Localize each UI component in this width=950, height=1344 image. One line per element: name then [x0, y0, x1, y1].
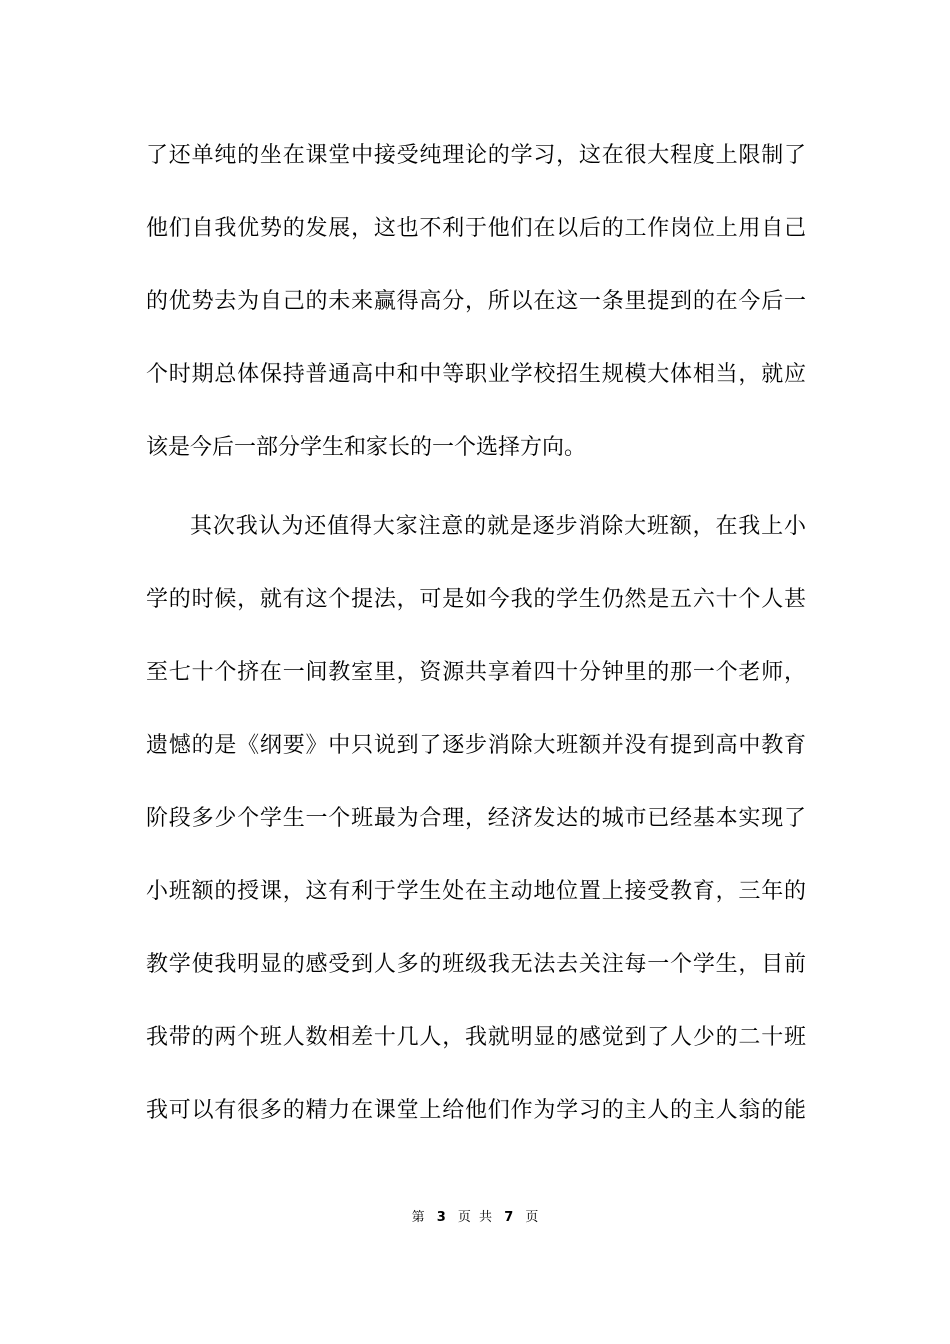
paragraph-1-line-3: 的优势去为自己的未来赢得高分，所以在这一条里提到的在今后一 [146, 289, 806, 314]
paragraph-2-line-6: 小班额的授课，这有利于学生处在主动地位置上接受教育，三年的 [146, 879, 806, 904]
total-page-count: 7 [504, 1210, 514, 1225]
paragraph-2-line-7: 教学使我明显的感受到人多的班级我无法去关注每一个学生，目前 [146, 952, 806, 977]
paragraph-2-line-3: 至七十个挤在一间教室里，资源共享着四十分钟里的那一个老师， [146, 660, 806, 685]
paragraph-2-line-9: 我可以有很多的精力在课堂上给他们作为学习的主人的主人翁的能 [146, 1098, 806, 1123]
current-page-number: 3 [436, 1210, 446, 1225]
paragraph-1-line-2: 他们自我优势的发展，这也不利于他们在以后的工作岗位上用自己 [146, 216, 806, 241]
paragraph-2-line-4: 遗憾的是《纲要》中只说到了逐步消除大班额并没有提到高中教育 [146, 733, 806, 758]
paragraph-1-line-1: 了还单纯的坐在课堂中接受纯理论的学习，这在很大程度上限制了 [146, 143, 806, 168]
paragraph-1-line-4: 个时期总体保持普通高中和中等职业学校招生规模大体相当，就应 [146, 362, 806, 387]
paragraph-2-line-8: 我带的两个班人数相差十几人，我就明显的感觉到了人少的二十班 [146, 1025, 806, 1050]
footer-middle: 页 共 [457, 1210, 493, 1225]
page-footer [0, 1206, 950, 1230]
paragraph-2-line-5: 阶段多少个学生一个班最为合理，经济发达的城市已经基本实现了 [146, 806, 806, 831]
footer-suffix: 页 [525, 1210, 539, 1225]
footer-prefix: 第 [411, 1210, 425, 1225]
paragraph-1-line-5: 该是今后一部分学生和家长的一个选择方向。 [146, 435, 587, 460]
paragraph-2-line-2: 学的时候，就有这个提法，可是如今我的学生仍然是五六十个人甚 [146, 587, 806, 612]
paragraph-2-line-1: 其次我认为还值得大家注意的就是逐步消除大班额，在我上小 [190, 514, 806, 539]
